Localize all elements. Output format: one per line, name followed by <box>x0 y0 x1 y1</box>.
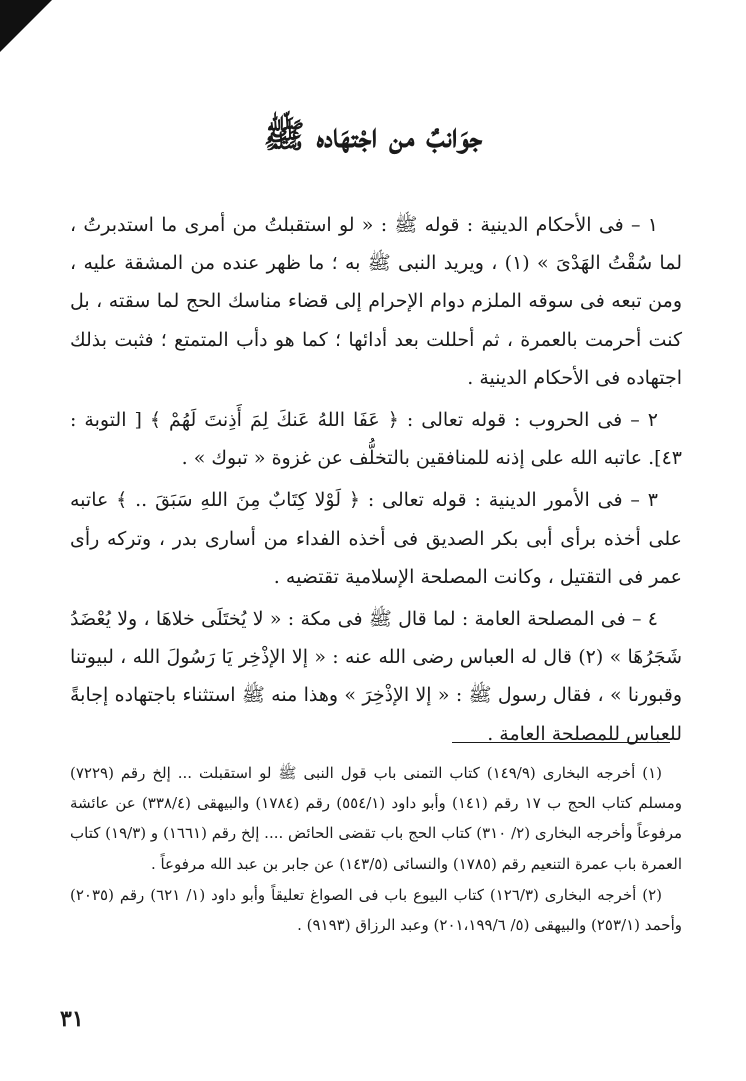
page-number: ٣١ <box>60 1006 84 1032</box>
footnote-1: (١) أخرجه البخارى (١٤٩/٩) كتاب التمنى باب قول النبى ﷺ لو استقبلت ... إلخ رقم (٧٢٢٩) ومسلم كتاب الحج ب ١٧ رقم (١٤١) وأبو داود (٥٥٤/١) رقم (١٧٨٤) والبيهقى (٣٣٨/٤) عن عائشة مرفوعاً وأخرجه البخارى (٢/ ٣١٠) كتاب الحج باب تقضى الحائض .... إلخ رقم (١٦٦١) و (١٩/٣) كتاب العمرة باب عمرة التنعيم رقم (١٧٨٥) والنسائى (١٤٣/٥) عن جابر بن عبد الله مرفوعاً . <box>70 764 683 873</box>
paragraph-wars: ٢ – فى الحروب : قوله تعالى : ﴿ عَفَا اللهُ عَنكَ لِمَ أَذِنتَ لَهُمْ ﴾ [ التوبة : ٤٣]. عاتبه الله على إذنه للمنافقين بالتخلُّف عن غزوة « تبوك » . <box>70 409 682 470</box>
paragraph-religious-affairs: ٣ – فى الأمور الدينية : قوله تعالى : ﴿ لَوْلا كِتَابٌ مِنَ اللهِ سَبَقَ .. ﴾ عاتبه على أخذه برأى أبى بكر الصديق فى أخذه الفداء من أسارى بدر ، وتركه رأى عمر فى التقتيل ، وكانت المصلحة الإسلامية تقتضيه . <box>70 489 682 588</box>
footnotes <box>70 758 682 941</box>
paragraph-religious-rulings: ١ – فى الأحكام الدينية : قوله ﷺ : « لو استقبلتُ من أمرى ما استدبرتُ ، لما سُقْتُ الهَدْىَ » (١) ، ويريد النبى ﷺ به ؛ ما ظهر عنده من المشقة عليه ، ومن تبعه فى سوقه الملزم دوام الإحرام إلى قضاء مناسك الحج لما سقته ، بل كنت أحرمت بالعمرة ، ثم أحللت بعد أدائها ؛ كما هو دأب المتمتع ؛ فثبت بذلك اجتهاده فى الأحكام الدينية . <box>70 214 682 389</box>
footnote-2: (٢) أخرجه البخارى (١٢٦/٣) كتاب البيوع باب فى الصواغ تعليقاً وأبو داود (١/ ٦٢١) رقم (٢٠٣٥) وأحمد (٢٥٣/١) والبيهقى (٥/ ٢٠١،١٩٩/٦) وعبد الرزاق (٩١٩٣) . <box>70 885 682 935</box>
page-corner-mark <box>0 0 52 52</box>
page-title: جوَانبٌ من اجْتهَاده ﷺ <box>263 116 483 156</box>
main-text <box>70 206 682 757</box>
paragraph-public-interest: ٤ – فى المصلحة العامة : لما قال ﷺ فى مكة : « لا يُختَلَى خلاهَا ، ولا يُعْضَدُ شَجَرُهَا » (٢) قال له العباس رضى الله عنه : « إلا الإذْخِر يَا رَسُولَ الله ، لبيوتنا وقبورنا » ، فقال رسول ﷺ : « إلا الإذْخِرَ » وهذا منه ﷺ استثناء باجتهاده إجابةً للعباس للمصلحة العامة . <box>70 608 682 745</box>
footnote-divider <box>452 742 670 743</box>
